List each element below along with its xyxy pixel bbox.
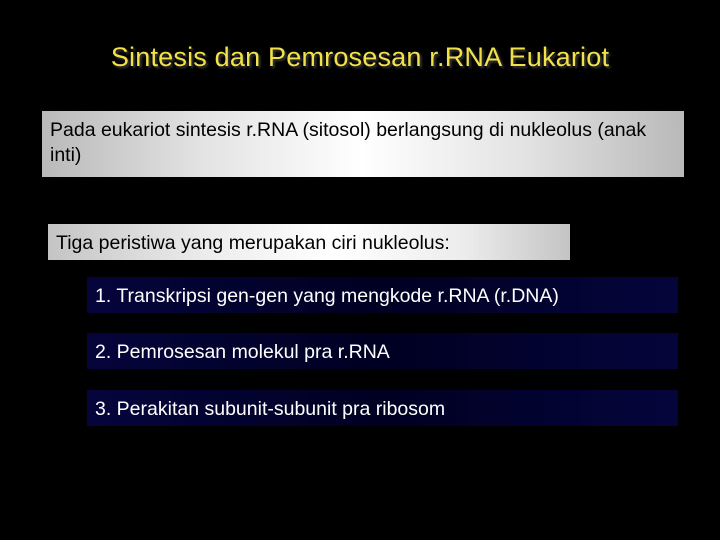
feature-item-transcription: 1. Transkripsi gen-gen yang mengkode r.RNA (r.DNA) xyxy=(87,277,678,313)
features-heading: Tiga peristiwa yang merupakan ciri nukleolus: xyxy=(48,224,570,260)
slide-title: Sintesis dan Pemrosesan r.RNA Eukariot xyxy=(110,42,610,72)
intro-text-box: Pada eukariot sintesis r.RNA (sitosol) berlangsung di nukleolus (anak inti) xyxy=(42,111,684,177)
feature-item-assembly: 3. Perakitan subunit-subunit pra ribosom xyxy=(87,390,678,426)
feature-item-processing: 2. Pemrosesan molekul pra r.RNA xyxy=(87,333,678,369)
